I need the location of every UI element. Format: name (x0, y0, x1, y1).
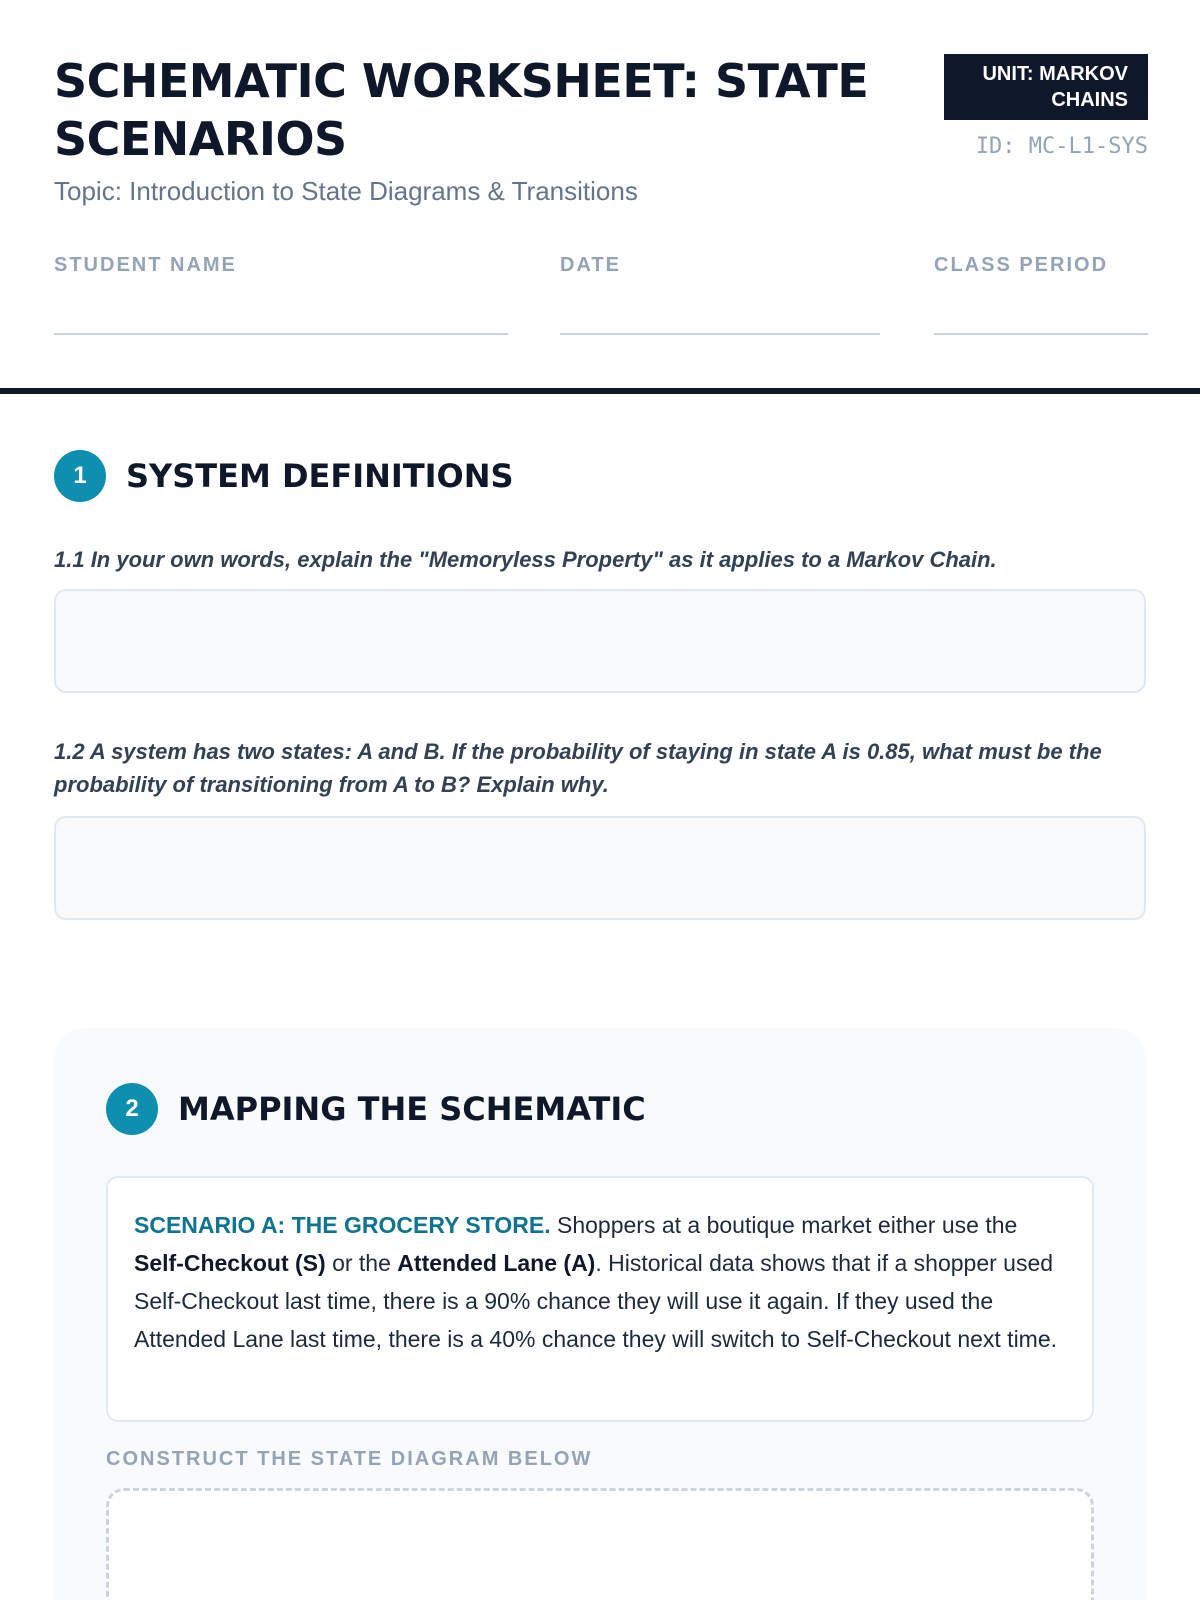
answer-box-1-1[interactable] (54, 589, 1146, 693)
worksheet-header (0, 0, 1200, 338)
scenario-lead: SCENARIO A: THE GROCERY STORE. (134, 1212, 551, 1238)
scenario-text: or the (325, 1250, 398, 1276)
section-number-badge: 2 (106, 1083, 158, 1135)
answer-box-1-2[interactable] (54, 816, 1146, 920)
date-label: DATE (560, 254, 621, 276)
student-name-field[interactable] (54, 333, 508, 335)
section-number-badge: 1 (54, 450, 106, 502)
scenario-text: Shoppers at a boutique market either use the (550, 1212, 1018, 1238)
date-field[interactable] (560, 333, 880, 335)
document-id: ID: MC-L1-SYS (975, 134, 1148, 159)
class-period-field[interactable] (934, 333, 1148, 335)
section-title: SYSTEM DEFINITIONS (126, 457, 514, 495)
diagram-instruction: CONSTRUCT THE STATE DIAGRAM BELOW (106, 1448, 593, 1470)
page-title: SCHEMATIC WORKSHEET: STATE SCENARIOS (54, 54, 869, 166)
scenario-state-a: Attended Lane (A) (397, 1250, 596, 1276)
section-1-heading (54, 450, 514, 502)
class-period-label: CLASS PERIOD (934, 254, 1109, 276)
scenario-text: . Historical data shows that if a shopper used Self-Checkout last time, there is a 90% chance they will use it again. If they used the Attended Lane last time, there is a 40% chance they will switch to Self-Checkout next time. (134, 1250, 1058, 1352)
scenario-card (106, 1176, 1094, 1422)
section-2-heading (106, 1083, 646, 1135)
question-1-1: 1.1 In your own words, explain the "Memoryless Property" as it applies to a Markov Chain. (54, 547, 997, 572)
header-divider (0, 388, 1200, 394)
unit-badge: UNIT: MARKOV CHAINS (944, 54, 1148, 120)
section-title: MAPPING THE SCHEMATIC (178, 1090, 646, 1128)
question-1-2: 1.2 A system has two states: A and B. If the probability of staying in state A is 0.85, what must be the probability of transitioning from A to B? Explain why. (54, 739, 1102, 797)
scenario-state-s: Self-Checkout (S) (134, 1250, 326, 1276)
student-name-label: STUDENT NAME (54, 254, 237, 276)
state-diagram-drawing-area[interactable] (106, 1488, 1094, 1600)
page-subtitle: Topic: Introduction to State Diagrams & Transitions (54, 176, 638, 206)
